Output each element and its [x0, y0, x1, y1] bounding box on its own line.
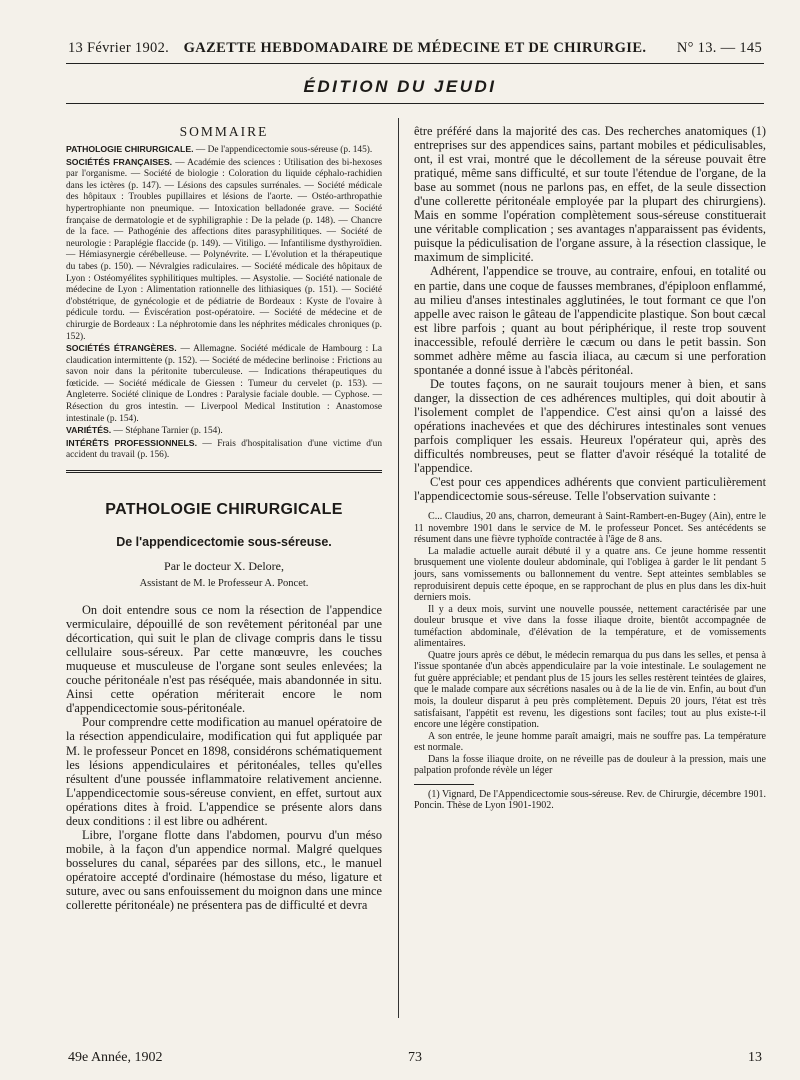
edition-rule: [66, 103, 764, 104]
sommaire-section-text: — Allemagne. Société médicale de Hambourg : La claudication intermittente (p. 152). — Société de médecine berlinoise : Frictions au savon noir dans la péritonite tuberculeuse. — Indications thérapeutiques du fœticide. — Société médicale de Giessen : Tumeur du cervelet (p. 153). — Angleterre. Société clinique de Londres : Paralysie faciale double. — Cyphose. — Résection du gros intestin. — Liverpool Medical Institution : Anastomose intestinale (p. 154).: [66, 344, 382, 424]
observation-paragraph: Il y a deux mois, survint une nouvelle poussée, nettement caractérisée par une douleur brusque et vive dans la fosse iliaque droite, bientôt accompagnée de tuméfaction abdominale, d'élévation de la température, et de vomissements alimentaires.: [414, 603, 766, 650]
column-divider: [398, 118, 399, 1018]
sommaire-section-text: — De l'appendicectomie sous-séreuse (p. 145).: [193, 145, 373, 155]
article-paragraph: De toutes façons, on ne saurait toujours mener à bien, et sans danger, la dissection de ces adhérences multiples, qui doit aboutir à l'isolement complet de l'appendice. C'est ainsi qu'on a laissé des opérations inachevées et que des déchirures intestinales sont venues parfois compliquer les essais. Heureux l'opérateur qui, après des difficultés nombreuses, peut se flatter d'avoir réséqué la totalité de l'appendice.: [414, 376, 766, 476]
sommaire-section-head: INTÉRÊTS PROFESSIONNELS.: [66, 437, 198, 448]
footer-page-number: 73: [408, 1050, 422, 1065]
sommaire-section-text: — Stéphane Tarnier (p. 154).: [111, 426, 223, 437]
sommaire: [66, 144, 382, 473]
observation-paragraph: Dans la fosse iliaque droite, on ne réveille pas de douleur à la pression, mais une palpation profonde révèle un léger: [414, 753, 766, 777]
header-issue-number: N° 13. — 145: [676, 40, 762, 56]
sommaire-entry: [66, 144, 382, 157]
article-paragraph: C'est pour ces appendices adhérents que convient particulièrement l'appendicectomie sous-séreuse. Telle l'observation suivante :: [414, 475, 766, 504]
sommaire-double-rule: [66, 470, 382, 473]
article-title: De l'appendicectomie sous-séreuse.: [116, 535, 332, 550]
header-journal-title: GAZETTE HEBDOMADAIRE DE MÉDECINE ET DE CHIRURGIE.: [183, 40, 647, 56]
sommaire-entry: [66, 425, 382, 438]
header-rule: [66, 63, 764, 64]
footer-issue-number: 13: [748, 1050, 762, 1065]
article-byline: Par le docteur X. Delore,: [164, 559, 284, 574]
article-paragraph: Pour comprendre cette modification au manuel opératoire de la résection appendiculaire, modification qui fut appliquée par M. le professeur Poncet en 1898, considérons schématiquement les lésions appendiculaires et péritonéales, telles qu'elles résultent d'une poussée inflammatoire relativement ancienne. L'appendicectomie sous-séreuse convient, en effet, surtout aux opérations dites à froid. L'appendice se présente alors dans deux conditions : il est libre ou adhérent.: [66, 715, 382, 828]
footnote-rule: [414, 784, 474, 785]
clinical-observation: [414, 511, 766, 777]
article-paragraph: Libre, l'organe flotte dans l'abdomen, pourvu d'un méso mobile, à la façon d'un appendice normal. Malgré quelques bosselures du canal, séparées par des sillons, etc., le manuel opératoire accepté d'ordinaire (hémostase du méso, ligature et suture, avec ou sans enfouissement du moignon dans une mince collerette péritonéale) ne présentera pas de difficulté et devra: [66, 827, 382, 913]
sommaire-section-head: SOCIÉTÉS ÉTRANGÈRES.: [66, 343, 177, 354]
sommaire-title: SOMMAIRE: [179, 124, 269, 139]
article-body-right: [414, 124, 766, 503]
observation-paragraph: Quatre jours après ce début, le médecin remarqua du pus dans les selles, et pensa à l'issue spontanée d'un abcès appendiculaire par la voie intestinale. Le soulagement ne fut guère appréciable; et pendant plus de 15 jours les selles restèrent teintées de glaires, que le malade compare aux sécrétions nasales ou à de la lie de vin. Enfin, au bout d'un mois, la douleur disparut à peu près complètement. Depuis 20 jours, l'état est très satisfaisant, l'appétit est revenu, les digestions sont faciles; tout au plus existe-t-il encore une légère constipation.: [414, 649, 766, 731]
sommaire-section-head: VARIÉTÉS.: [66, 425, 112, 436]
sommaire-section-head: SOCIÉTÉS FRANÇAISES.: [66, 156, 173, 167]
sommaire-entry: [66, 438, 382, 462]
sommaire-section-head: PATHOLOGIE CHIRURGICALE.: [66, 144, 194, 154]
edition-banner: ÉDITION DU JEUDI: [303, 77, 497, 96]
article-paragraph: Adhérent, l'appendice se trouve, au contraire, enfoui, en totalité ou en partie, dans une coque de fausses membranes, d'épiploon enflammé, au milieu d'anses intestinales agglutinées, le tout formant ce que l'on appelle avec raison le gâteau de l'appendicite plastique. Son bout cæcal est libre parfois ; quant au bout périphérique, il reste trop souvent inaccessible, refoulé derrière le cæcum ou dans le petit bassin. Son sommet adhère même au fascia iliaca, au cæcum si une perforation spontanée a donné issue à l'abcès péritonéal.: [414, 264, 766, 377]
sommaire-entry: [66, 343, 382, 425]
observation-paragraph: C... Claudius, 20 ans, charron, demeurant à Saint-Rambert-en-Bugey (Ain), entre le 11 novembre 1901 dans le service de M. le professeur Poncet. Ses antécédents se résument dans une fièvre typhoïde contractée à l'âge de 8 ans.: [414, 511, 766, 546]
right-column: [414, 124, 766, 812]
left-column: [66, 124, 382, 912]
footer-year: 49e Année, 1902: [68, 1050, 163, 1065]
article-paragraph: être préféré dans la majorité des cas. Des recherches anatomiques (1) entreprises sur des appendices sains, partant mobiles et pédiculisables, ont, il est vrai, montré que le décollement de la séreuse pouvait être pratiqué, même sans difficulté, et sur toute l'étendue de l'organe, de la base au sommet (nous ne parlons pas, en effet, de la seule dissection d'une collerette péritonéale employée par la plupart des chirurgiens). Mais en somme l'opération complètement sous-séreuse constituerait une véritable complication ; ses avantages n'apparaissent pas évidents, puisque la pédiculisation de l'organe assure, à la résection classique, le maximum de simplicité.: [414, 124, 766, 265]
running-header: [68, 40, 762, 60]
sommaire-section-text: — Frais d'hospitalisation d'une victime d'un accident du travail (p. 156).: [66, 438, 382, 461]
header-date: 13 Février 1902.: [68, 40, 170, 56]
article-body-left: [66, 603, 382, 912]
article-affiliation: Assistant de M. le Professeur A. Poncet.: [139, 578, 309, 590]
sommaire-section-text: — Académie des sciences : Utilisation des bi-hexoses par l'organisme. — Société de biologie : Coloration du liquide céphalo-rachidien dans les ictères (p. 147). — Lésions des capsules surrénales. — Société médicale des hôpitaux : Troubles pupillaires et lésions de l'aorte. — Ostéo-arthropathie hypertrophiante non pneumique. — Intoxication belladonée grave. — Société française de dermatologie et de syphiligraphie : De la pelade (p. 148). — Chancre de la face. — Pathogénie des affections dites parasyphilitiques. — Société de neurologie : Paraplégie flaccide (p. 149). — Vitiligo. — Infantilisme dysthyroïdien. — Hémiasynergie cérébelleuse. — Polynévrite. — L'évolution et la thérapeutique du tabes (p. 150). — Névralgies radiculaires. — Société médicale des hôpitaux de Lyon : Ostéomyélites syphilitiques multiples. — Asystolie. — Société nationale de médecine de Lyon : Alimentation rationnelle des lithiasiques (p. 151). — Société d'obstétrique, de gynécologie et de pédiatrie de Bordeaux : Kyste de l'ovaire à pédicule tordu. — Éviscération post-opératoire. — Société de médecine et de chirurgie de Bordeaux : La néphrotomie dans les néphrites médicales chroniques (p. 152).: [66, 157, 382, 342]
rubric-heading: PATHOLOGIE CHIRURGICALE: [105, 501, 343, 519]
observation-paragraph: A son entrée, le jeune homme paraît amaigri, mais ne souffre pas. La température est normale.: [414, 730, 766, 754]
sommaire-entry: [66, 157, 382, 344]
footnote: [414, 789, 766, 812]
observation-paragraph: La maladie actuelle aurait débuté il y a quatre ans. Ce jeune homme ressentit brusquement une violente douleur abdominale, qui l'obligea à garder le lit pendant 5 jours, sans vomissements ou ballonnement du ventre. Sept atteintes semblables se reproduisirent depuis cette époque, en se rapprochant de plus en plus dans les dix-huit derniers mois.: [414, 545, 766, 604]
running-footer: [68, 1050, 762, 1068]
article-paragraph: On doit entendre sous ce nom la résection de l'appendice vermiculaire, dépouillé de son revêtement péritonéal par une décortication, qui suit le plan de clivage compris dans le tissu cellulaire sous-séreux. Par cette manœuvre, les couches muqueuse et musculeuse de l'organe sont seules enlevées; la couche péritonéale n'est pas réséquée, mais abandonnée in situ. Ainsi cette opération mériterait encore le nom d'appendicectomie sous-péritonéale.: [66, 603, 382, 716]
footnote-text: (1) Vignard, De l'Appendicectomie sous-séreuse. Rev. de Chirurgie, décembre 1901. Poncin. Thèse de Lyon 1901-1902.: [414, 788, 766, 812]
